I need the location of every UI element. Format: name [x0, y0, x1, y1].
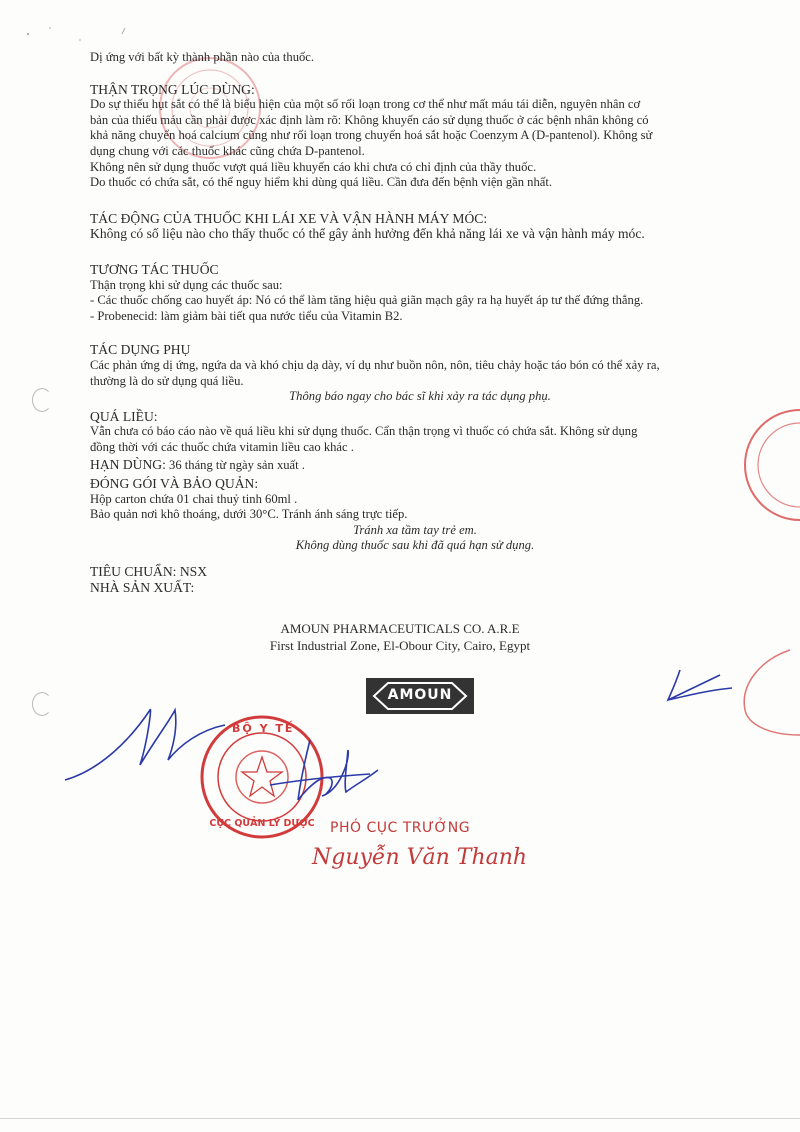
- caution-line: dụng chung với các thuốc khác cũng chứa D-pantenol.: [90, 143, 365, 158]
- caution-line: bản của thiếu máu cần phải được xác định làm rõ: Không khuyến cáo sử dụng thuốc ở các bệnh nhân không có: [90, 112, 649, 127]
- interactions-line: - Probenecid: làm giảm bài tiết qua nước tiểu của Vitamin B2.: [90, 308, 403, 323]
- page-bottom-edge: [0, 1118, 800, 1119]
- manufacturer-address: First Industrial Zone, El-Obour City, Cairo, Egypt: [269, 638, 531, 653]
- driving-text: Không có số liệu nào cho thấy thuốc có thể gây ảnh hưởng đến khả năng lái xe và vận hành máy móc.: [90, 226, 645, 242]
- punch-hole: [32, 388, 52, 412]
- stamp-top-text: BỘ Y TẾ: [232, 722, 295, 735]
- interactions-line: - Các thuốc chống cao huyết áp: Nó có thể làm tăng hiệu quả giãn mạch gây ra hạ huyết áp tư thế đứng thẳng.: [90, 293, 644, 308]
- corner-specks: [20, 20, 140, 50]
- amoun-logo: [366, 678, 474, 714]
- standard: TIÊU CHUẨN: NSX: [90, 564, 208, 580]
- side-effects-heading: TÁC DỤNG PHỤ: [90, 342, 191, 358]
- expiry-warning: Không dùng thuốc sau khi đã quá hạn sử dụng.: [295, 538, 535, 553]
- shelf-life-value: 36 tháng từ ngày sản xuất .: [165, 458, 305, 473]
- document-body: [90, 50, 770, 595]
- caution-line: Không nên sử dụng thuốc vượt quá liều khuyến cáo khi chưa có chỉ định của thầy thuốc.: [90, 159, 537, 174]
- caution-line: Do sự thiếu hụt sắt có thể là biểu hiện của một số rối loạn trong cơ thể như mất máu tái diễn, nguyên nhân cơ: [90, 97, 641, 112]
- packaging-line: Hộp carton chứa 01 chai thuỷ tinh 60ml .: [90, 491, 298, 506]
- caution-line: Do thuốc có chứa sắt, có thể nguy hiểm khi dùng quá liều. Cần đưa đến bệnh viện gần nhất.: [90, 175, 553, 190]
- children-warning: Tránh xa tầm tay trẻ em.: [353, 522, 477, 537]
- side-effects-line: Các phản ứng dị ứng, ngứa da và khó chịu dạ dày, ví dụ như buồn nôn, nôn, tiêu chảy hoặc táo bón có thể xảy ra,: [90, 357, 660, 372]
- caution-line: khả năng chuyển hoá calcium cũng như rối loạn trong chuyển hoá sắt hoặc Coenzym A (D-pantenol). Không sử: [90, 128, 653, 143]
- shelf-life-heading: HẠN DÙNG:: [90, 457, 166, 473]
- interactions-line: Thận trọng khi sử dụng các thuốc sau:: [90, 277, 283, 292]
- packaging-heading: ĐÓNG GÓI VÀ BẢO QUẢN:: [90, 476, 259, 492]
- driving-heading: TÁC ĐỘNG CỦA THUỐC KHI LÁI XE VÀ VẬN HÀNH MÁY MÓC:: [90, 210, 488, 226]
- side-effects-line: thường là do sử dụng quá liều.: [90, 373, 244, 388]
- side-effects-notice: Thông báo ngay cho bác sĩ khi xảy ra tác dụng phụ.: [289, 389, 551, 404]
- director-signature-icon: [250, 730, 380, 810]
- signer-name: Nguyễn Văn Thanh: [312, 845, 528, 870]
- manufacturer-name: AMOUN PHARMACEUTICALS CO. A.R.E: [280, 621, 520, 636]
- signer-title: PHÓ CỤC TRƯỞNG: [330, 820, 471, 836]
- allergy-line: Dị ứng với bất kỳ thành phần nào của thuốc.: [90, 50, 315, 64]
- manufacturer-label: NHÀ SẢN XUẤT:: [90, 579, 195, 595]
- stamp-bottom-text: CỤC QUẢN LÝ DƯỢC: [209, 818, 315, 829]
- edge-stamp-lower: [700, 640, 800, 740]
- packaging-line: Bảo quản nơi khô thoáng, dưới 30°C. Tránh ánh sáng trực tiếp.: [90, 507, 408, 522]
- overdose-heading: QUÁ LIỀU:: [90, 408, 158, 424]
- overdose-line: đồng thời với các thuốc chứa vitamin liều cao khác .: [90, 439, 354, 454]
- punch-hole: [32, 692, 52, 716]
- shelf-life: [90, 457, 770, 474]
- caution-heading: THẬN TRỌNG LÚC DÙNG:: [90, 81, 255, 97]
- logo-text: AMOUN: [387, 687, 453, 703]
- overdose-line: Vẫn chưa có báo cáo nào về quá liều khi sử dụng thuốc. Cẩn thận trọng vì thuốc có chứa sắt. Không sử dụng: [90, 424, 638, 439]
- interactions-heading: TƯƠNG TÁC THUỐC: [90, 261, 219, 277]
